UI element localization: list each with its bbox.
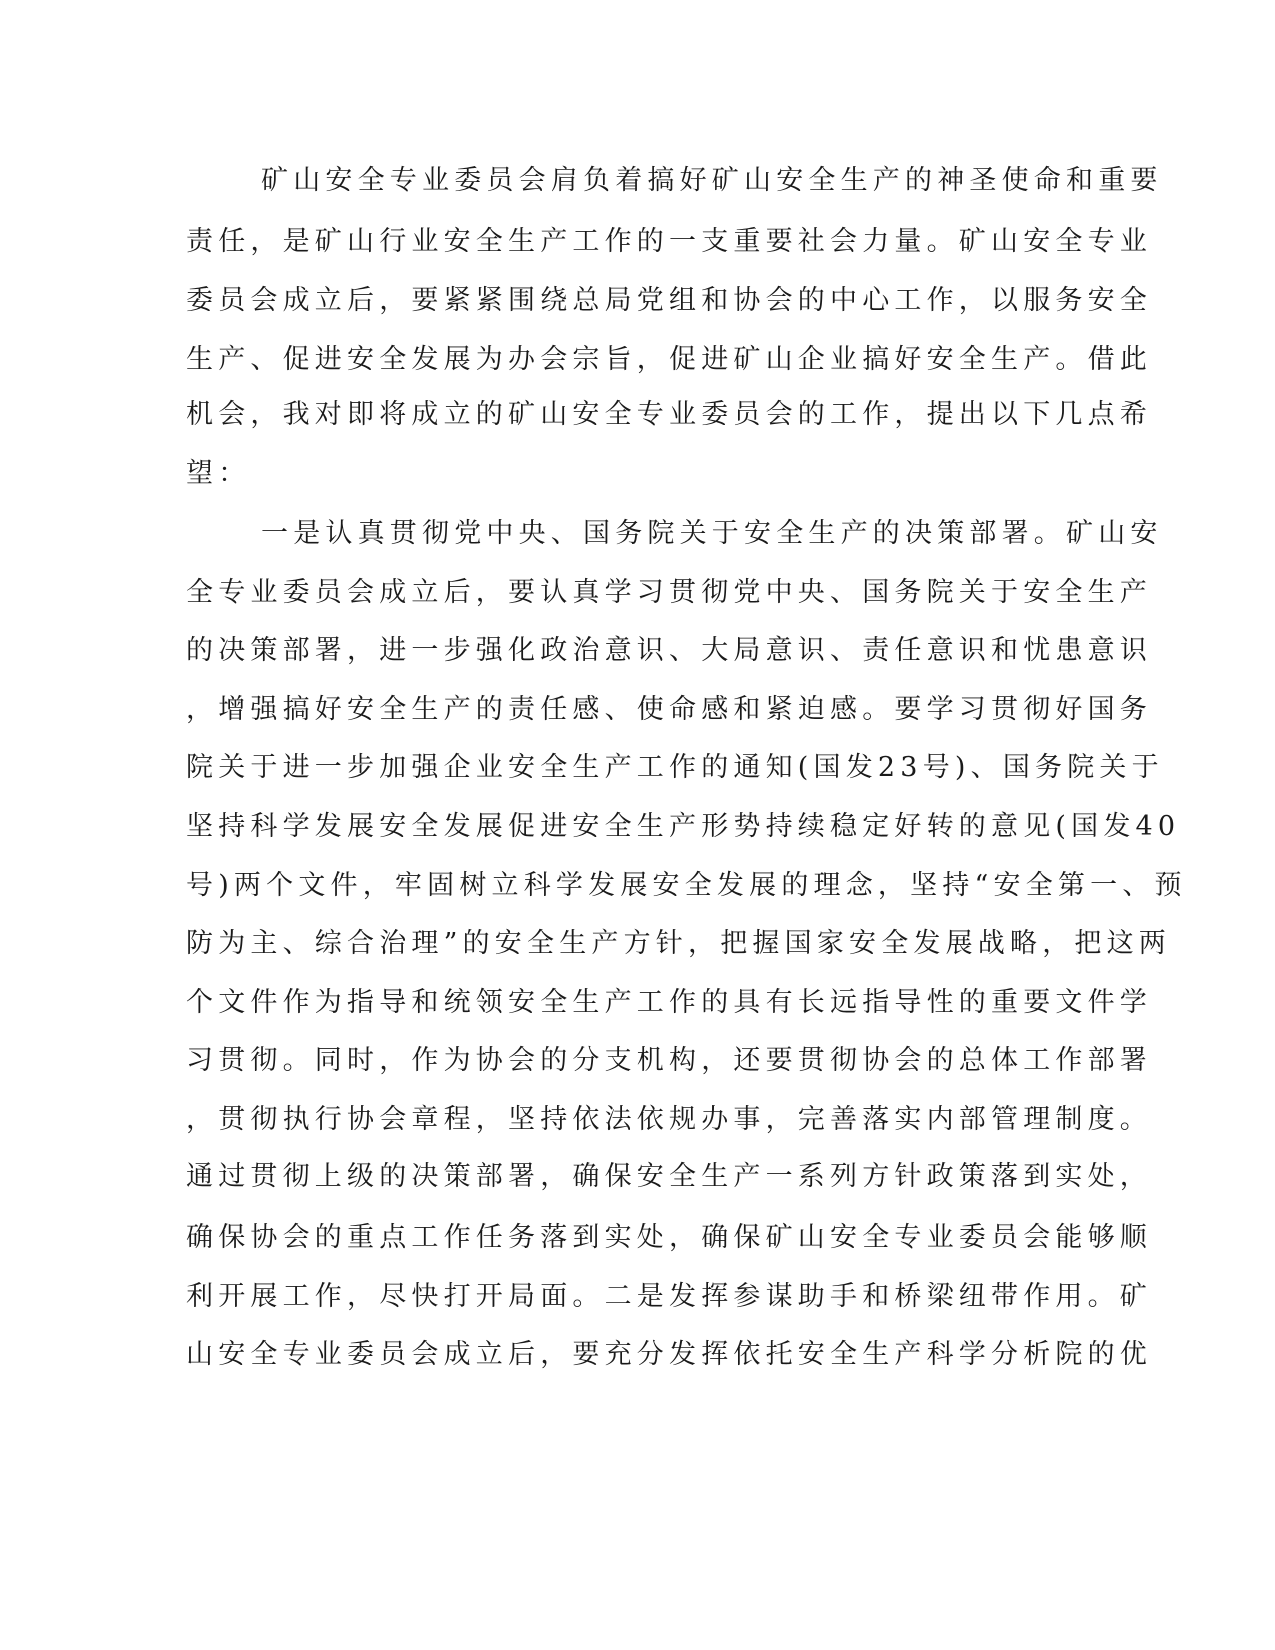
text-line: 习贯彻。同时，作为协会的分支机构，还要贯彻协会的总体工作部署 [186,1045,1152,1076]
text-line: 坚持科学发展安全发展促进安全生产形势持续稳定好转的意见(国发40 [186,811,1181,842]
text-line: 的决策部署，进一步强化政治意识、大局意识、责任意识和忧患意识 [186,635,1152,666]
text-line: 确保协会的重点工作任务落到实处，确保矿山安全专业委员会能够顺 [186,1222,1152,1253]
text-line: 号)两个文件，牢固树立科学发展安全发展的理念，坚持“安全第一、预 [186,870,1187,901]
text-line: 矿山安全专业委员会肩负着搞好矿山安全生产的神圣使命和重要 [261,165,1163,196]
text-line: 防为主、综合治理”的安全生产方针，把握国家安全发展战略，把这两 [186,928,1172,959]
text-line: 院关于进一步加强企业安全生产工作的通知(国发23号)、国务院关于 [186,752,1164,783]
text-line: 一是认真贯彻党中央、国务院关于安全生产的决策部署。矿山安 [261,518,1163,549]
text-line: 望： [186,458,251,489]
text-line: 生产、促进安全发展为办会宗旨，促进矿山企业搞好安全生产。借此 [186,344,1152,375]
text-line: 通过贯彻上级的决策部署，确保安全生产一系列方针政策落到实处， [186,1161,1152,1192]
text-line: 全专业委员会成立后，要认真学习贯彻党中央、国务院关于安全生产 [186,577,1152,608]
text-line: 委员会成立后，要紧紧围绕总局党组和协会的中心工作，以服务安全 [186,285,1152,316]
text-line: 机会，我对即将成立的矿山安全专业委员会的工作，提出以下几点希 [186,399,1152,430]
text-line: ，贯彻执行协会章程，坚持依法依规办事，完善落实内部管理制度。 [186,1104,1152,1135]
text-line: 责任，是矿山行业安全生产工作的一支重要社会力量。矿山安全专业 [186,226,1152,257]
text-line: 山安全专业委员会成立后，要充分发挥依托安全生产科学分析院的优 [186,1339,1152,1370]
text-line: ，增强搞好安全生产的责任感、使命感和紧迫感。要学习贯彻好国务 [186,694,1152,725]
text-line: 个文件作为指导和统领安全生产工作的具有长远指导性的重要文件学 [186,987,1152,1018]
text-line: 利开展工作，尽快打开局面。二是发挥参谋助手和桥梁纽带作用。矿 [186,1281,1152,1312]
